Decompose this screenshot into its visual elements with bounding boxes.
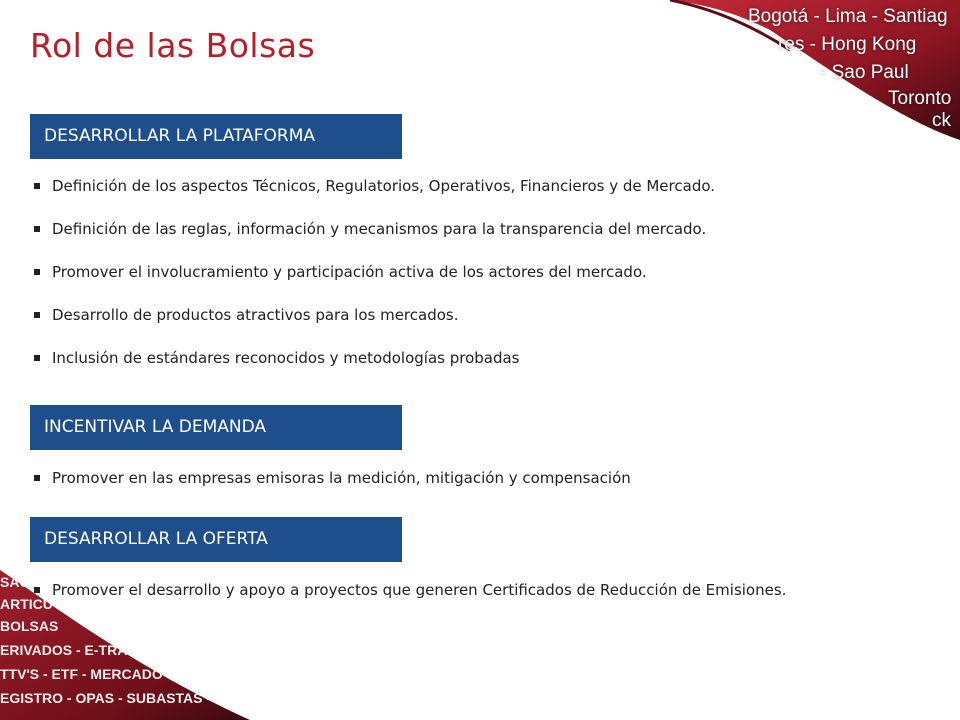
list-item — [34, 468, 914, 488]
bullet-text: Inclusión de estándares reconocidos y metodologías probadas — [52, 349, 520, 367]
list-item — [34, 176, 914, 196]
banner-term-line: BOLSAS — [0, 618, 59, 634]
bullet-square-icon — [34, 475, 40, 481]
banner-term-line: ARTICU — [0, 596, 53, 612]
banner-term-line: TTV'S - ETF - MERCADO — [0, 666, 163, 682]
bullet-square-icon — [34, 587, 40, 593]
bullet-square-icon — [34, 226, 40, 232]
banner-city-line: ck — [932, 110, 951, 131]
bullet-square-icon — [34, 355, 40, 361]
banner-city-line: Toronto — [888, 88, 952, 109]
bullet-square-icon — [34, 183, 40, 189]
bullet-text: Promover el involucramiento y participación activa de los actores del mercado. — [52, 263, 647, 281]
bullet-list-demanda — [34, 468, 914, 488]
section-header-oferta: DESARROLLAR LA OFERTA — [30, 517, 402, 562]
bullet-square-icon — [34, 312, 40, 318]
list-item — [34, 348, 914, 368]
top-right-cities-banner — [670, 0, 960, 140]
banner-term-line: SAG — [0, 574, 31, 590]
list-item — [34, 262, 914, 282]
bullet-text: Promover en las empresas emisoras la medición, mitigación y compensación — [52, 469, 631, 487]
bullet-square-icon — [34, 269, 40, 275]
section-header-plataforma: DESARROLLAR LA PLATAFORMA — [30, 114, 402, 159]
bullet-text: Definición de los aspectos Técnicos, Regulatorios, Operativos, Financieros y de Mercado. — [52, 177, 716, 195]
banner-city-line: - Sao Paul — [820, 62, 909, 83]
bullet-list-oferta — [34, 580, 914, 600]
slide-title: Rol de las Bolsas — [30, 26, 316, 65]
section-header-demanda: INCENTIVAR LA DEMANDA — [30, 405, 402, 450]
banner-term-line: EGISTRO - OPAS - SUBASTAS - — [0, 690, 212, 706]
bullet-list-plataforma — [34, 176, 914, 391]
bullet-text: Desarrollo de productos atractivos para los mercados. — [52, 306, 459, 324]
list-item — [34, 580, 914, 600]
banner-city-line: res - Hong Kong — [778, 34, 917, 55]
list-item — [34, 305, 914, 325]
list-item — [34, 219, 914, 239]
bullet-text: Definición de las reglas, información y mecanismos para la transparencia del mercado. — [52, 220, 707, 238]
banner-term-line: ERIVADOS - E-TRAD — [0, 642, 138, 658]
bullet-text: Promover el desarrollo y apoyo a proyectos que generen Certificados de Reducción de Emisiones. — [52, 581, 787, 599]
banner-city-line: Bogotá - Lima - Santiag — [748, 6, 948, 27]
